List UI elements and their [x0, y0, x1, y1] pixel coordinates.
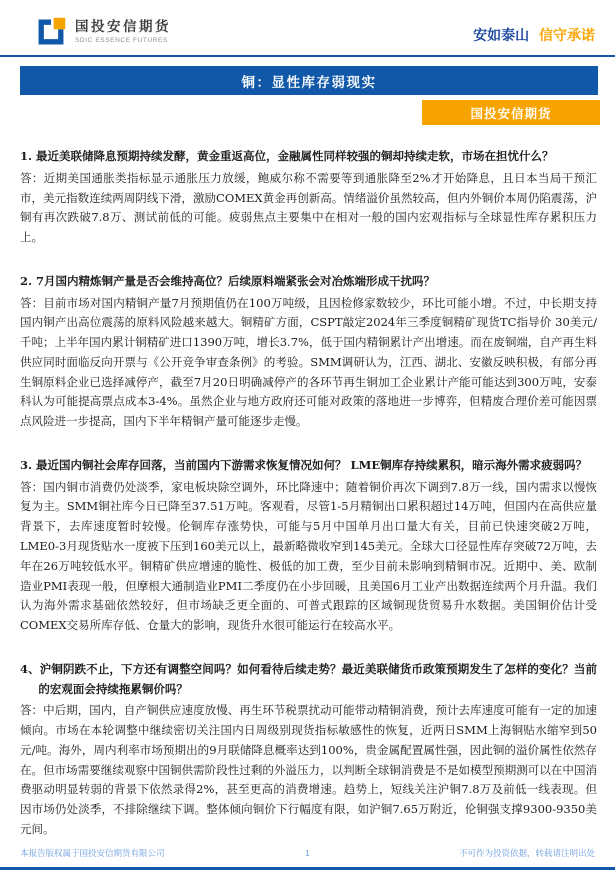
footer-page-number: 1	[305, 848, 310, 858]
company-name-cn: 国投安信期货	[75, 19, 171, 35]
slogan-part-orange: 信守承诺	[539, 27, 595, 43]
brand-badge-label: 国投安信期货	[470, 106, 552, 121]
qa-block-2	[20, 272, 597, 432]
question-4: 4、沪铜阴跌不止，下方还有调整空间吗？如何看待后续走势？最近美联储货币政策预期发生了怎样的变化？当前的宏观面会持续拖累铜价吗？	[20, 661, 597, 696]
answer-2: 答：目前市场对国内精铜产量7月预期值仍在100万吨级，且因检修家数较少，环比可能小增。不过，中长期支持国内铜产出高位震荡的原料风险越来越大。铜精矿方面，CSPT敲定2024年三季度铜精矿现货TC指导价 30美元/千吨；上半年国内累计铜精矿进口1390万吨，增长3.7%，低于国内精铜累计产出增速。而在废铜端，自产再生料供应同时面临反向开票与《公开竞争审查条例》的考验。SMM调研认为，江西、湖北、安徽反映积极，有部分再生铜原料企业已选择减停产，截至7月20日明确减停产的各环节再生铜加工企业累计产能可能达到300万吨，安泰科认为可能提高票点成本3-4%。虽然企业与地方政府还可能对政策的落地进一步博弈，但精废合理价差可能因票点风险进一步提高，国内下半年精铜产量可能逐步走慢。	[20, 295, 597, 429]
question-1: 1. 最近美联储降息预期持续发酵，黄金重返高位，金融属性同样较强的铜却持续走软，市场在担忧什么？	[20, 149, 554, 163]
brand-badge	[422, 100, 600, 125]
slogan-part-blue: 安如泰山	[473, 27, 530, 43]
answer-3: 答：国内铜市消费仍处淡季，家电板块除空调外，环比降速中；随着铜价再次下调到7.8万一线，国内需求以慢恢复为主。SMM铜社库今日已降至37.51万吨。客观看，尽管1-5月精铜出口累积超过14万吨，但国内在高供应量背景下，去库速度暂时较慢。伦铜库存涨势快，可能与5月中国单月出口量大有关，目前已快速突破2万吨，LME0-3月现货贴水一度被下压到160美元以上，最新略微收窄到145美元。全球大口径显性库存突破72万吨，去年在26万吨较低水平。铜精矿供应增速的脆性、极低的加工费，至少目前未影响到精铜市况。近期中、美、欧制造业PMI表现一般，但摩根大通制造业PMI二季度仍在小步回暖，且美国6月工业产出数据连续两个月升温。我们认为海外需求基础依然较好，但市场缺乏更全面的、可普式跟踪的区域铜现货贸易升水数据。美国铜价估计受COMEX交易所库存低、仓量大的影响，现货升水很可能运行在较高水平。	[20, 479, 597, 633]
report-header	[0, 0, 615, 57]
qa-block-1	[20, 147, 597, 248]
question-3: 3. 最近国内铜社会库存回落，当前国内下游需求恢复情况如何？ LME铜库存持续累积，暗示海外需求疲弱吗？	[20, 457, 588, 472]
footer-copyright: 本报告版权属于国投安信期货有限公司	[20, 848, 165, 858]
answer-4: 答：中后期，国内，自产铜供应速度放慢、再生环节税票扰动可能带动精铜消费，预计去库速度可能有一定的加速倾向。市场在本轮调整中继续密切关注国内日周级别现货指标敏感性的恢复，近两日SMM上海铜贴水缩窄到50元/吨。海外，周内利率市场预期出的9月联储降息概率达到100%，贵金属配置属性强，因此铜的溢价属性依然存在。但市场需要继续观察中国铜供需阶段性过剩的外溢压力，以判断全球铜消费是不是如模型预期测可以在中国消费驱动明显转弱的背景下依然录得2%，甚至更高的消费增速。趋势上，短线关注沪铜7.8万及前低一线表现。但因市场仍处淡季，不排除继续下调。整体倾向铜价下行幅度有限，如沪铜7.65万附近，伦铜强支撑9300-9350美元间。	[20, 703, 597, 836]
company-name-en: SDIC ESSENCE FUTURES	[75, 36, 168, 44]
report-footer	[20, 847, 595, 859]
report-body	[20, 147, 597, 864]
company-slogan	[473, 25, 595, 48]
company-logo-icon	[35, 16, 67, 48]
answer-1: 答：近期美国通胀类指标显示通胀压力放缓，鲍威尔称不需要等到通胀降至2%才开始降息，且日本当局干预汇市，美元指数连续两周阴线下滑，激励COMEX黄金再创新高。情绪溢价虽然较高，但内外铜价本周仍陷震荡，沪铜有再次跌破7.8万、测试前低的可能。疲弱焦点主要集中在相对一般的国内宏观指标与全球显性库存累积压力上。	[20, 170, 597, 245]
report-title: 铜：显性库存弱现实	[241, 74, 377, 90]
question-2: 2. 7月国内精炼铜产量是否会维持高位？后续原料端紧张会对冶炼端形成干扰吗？	[20, 273, 436, 288]
company-logo-text	[75, 20, 171, 44]
qa-block-4	[20, 660, 597, 840]
report-title-bar	[20, 66, 598, 95]
footer-disclaimer: 不可作为投资依据，转载请注明出处	[459, 848, 596, 858]
qa-block-3	[20, 456, 597, 636]
company-logo	[35, 16, 171, 48]
